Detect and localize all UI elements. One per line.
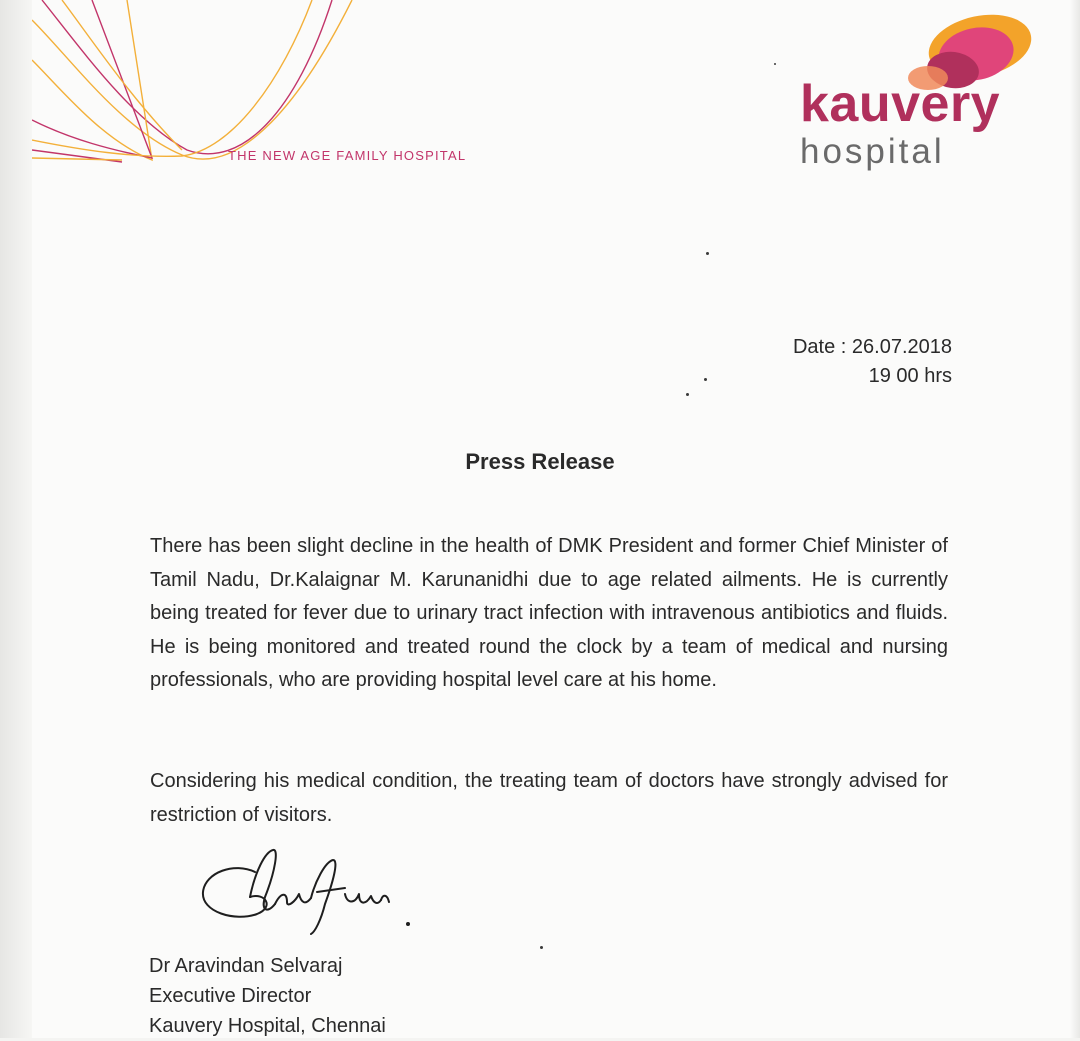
body-paragraph: Considering his medical condition, the treating team of doctors have strongly advised for restriction of visitors.: [150, 770, 948, 826]
signatory-block: [149, 951, 386, 1041]
scan-speck: [706, 252, 709, 255]
scan-speck: [686, 393, 689, 396]
scan-left-edge: [0, 0, 32, 1038]
scan-speck: [704, 378, 707, 381]
scan-right-edge: [1070, 0, 1080, 1038]
letterhead-swoosh-graphic: [32, 0, 362, 170]
release-date: Date : 26.07.2018: [792, 336, 952, 358]
signatory-name: Dr Aravindan Selvaraj: [149, 955, 343, 977]
document-title: Press Release: [465, 449, 615, 474]
release-time: 19 00 hrs: [868, 365, 952, 387]
body-paragraph: There has been slight decline in the health of DMK President and former Chief Minister of Tamil Nadu, Dr.Kalaignar M. Karunanidhi due to age related ailments. He is currently being treated for fever due to urinary tract infection with intravenous antibiotics and fluids. He is being monitored and treated round the clock by a team of medical and nursing professionals, who are providing hospital level care at his home.: [150, 535, 948, 691]
handwritten-signature: [195, 842, 425, 942]
signatory-organization: Kauvery Hospital, Chennai: [149, 1015, 386, 1037]
logo-wordmark: kauvery: [800, 75, 1001, 133]
dateline: [793, 333, 952, 391]
logo-subtext: hospital: [800, 132, 945, 171]
signatory-designation: Executive Director: [149, 985, 312, 1007]
scan-speck: [774, 63, 776, 65]
letterhead-tagline: THE NEW AGE FAMILY HOSPITAL: [228, 148, 467, 163]
scan-speck: [540, 946, 543, 949]
